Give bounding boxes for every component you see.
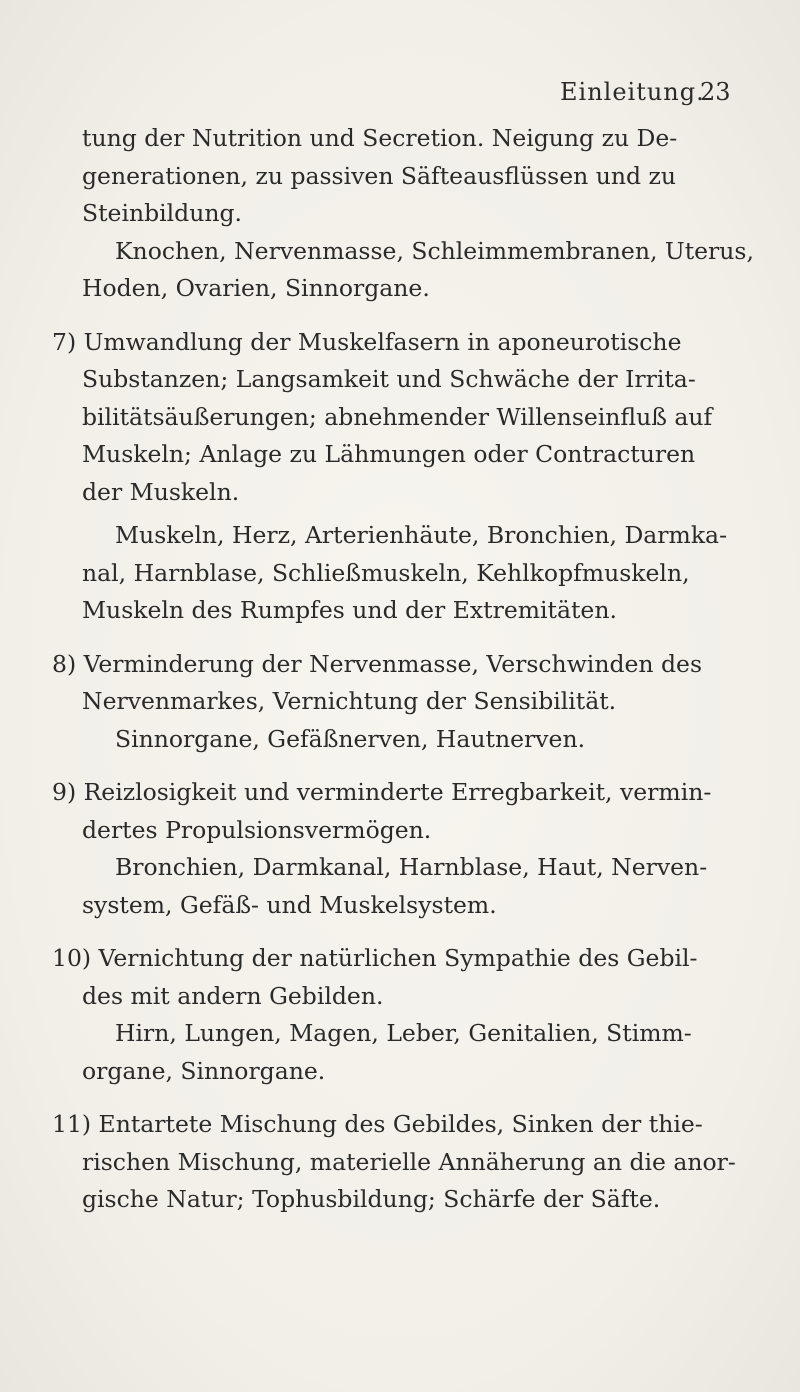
text-line: Hoden, Ovarien, Sinnorgane. — [82, 274, 430, 302]
text-line: 10) Vernichtung der natürlichen Sympathie des Gebil- — [52, 944, 698, 972]
text-line: 9) Reizlosigkeit und verminderte Erregbarkeit, vermin- — [52, 778, 712, 806]
page-header — [0, 78, 800, 108]
text-line: Muskeln des Rumpfes und der Extremitäten. — [82, 596, 617, 624]
text-line: Nervenmarkes, Vernichtung der Sensibilität. — [82, 687, 617, 715]
running-head: Einleitung. — [560, 78, 705, 106]
text-line: Muskeln, Herz, Arterienhäute, Bronchien, Darmka- — [115, 521, 728, 549]
text-line: rischen Mischung, materielle Annäherung an die anor- — [82, 1147, 736, 1176]
text-line: bilitätsäußerungen; abnehmender Willenseinfluß auf — [82, 402, 713, 431]
text-line: Muskeln; Anlage zu Lähmungen oder Contracturen — [82, 440, 696, 468]
text-line: Steinbildung. — [82, 199, 243, 227]
text-line: 8) Verminderung der Nervenmasse, Verschwinden des — [52, 649, 703, 678]
text-line: Substanzen; Langsamkeit und Schwäche der Irrita- — [82, 365, 696, 393]
text-line: 11) Entartete Mischung des Gebildes, Sinken der thie- — [52, 1110, 703, 1138]
page-number: 23 — [700, 78, 731, 106]
text-line: Knochen, Nervenmasse, Schleimmembranen, Uterus, — [115, 236, 754, 265]
text-line: nal, Harnblase, Schließmuskeln, Kehlkopfmuskeln, — [82, 558, 690, 587]
text-line: gische Natur; Tophusbildung; Schärfe der Säfte. — [82, 1185, 661, 1213]
text-line: 7) Umwandlung der Muskelfasern in aponeurotische — [52, 327, 682, 356]
text-line: der Muskeln. — [82, 477, 240, 506]
text-line: system, Gefäß- und Muskelsystem. — [82, 890, 497, 919]
text-line: Hirn, Lungen, Magen, Leber, Genitalien, Stimm- — [115, 1019, 692, 1047]
text-line: Sinnorgane, Gefäßnerven, Hautnerven. — [115, 724, 586, 753]
text-line: generationen, zu passiven Säfteausflüssen und zu — [82, 161, 677, 190]
text-line: tung der Nutrition und Secretion. Neigung zu De- — [82, 124, 678, 152]
text-line: organe, Sinnorgane. — [82, 1056, 326, 1085]
text-line: Bronchien, Darmkanal, Harnblase, Haut, Nerven- — [115, 853, 708, 881]
text-line: des mit andern Gebilden. — [82, 981, 384, 1010]
text-line: dertes Propulsionsvermögen. — [82, 815, 432, 844]
